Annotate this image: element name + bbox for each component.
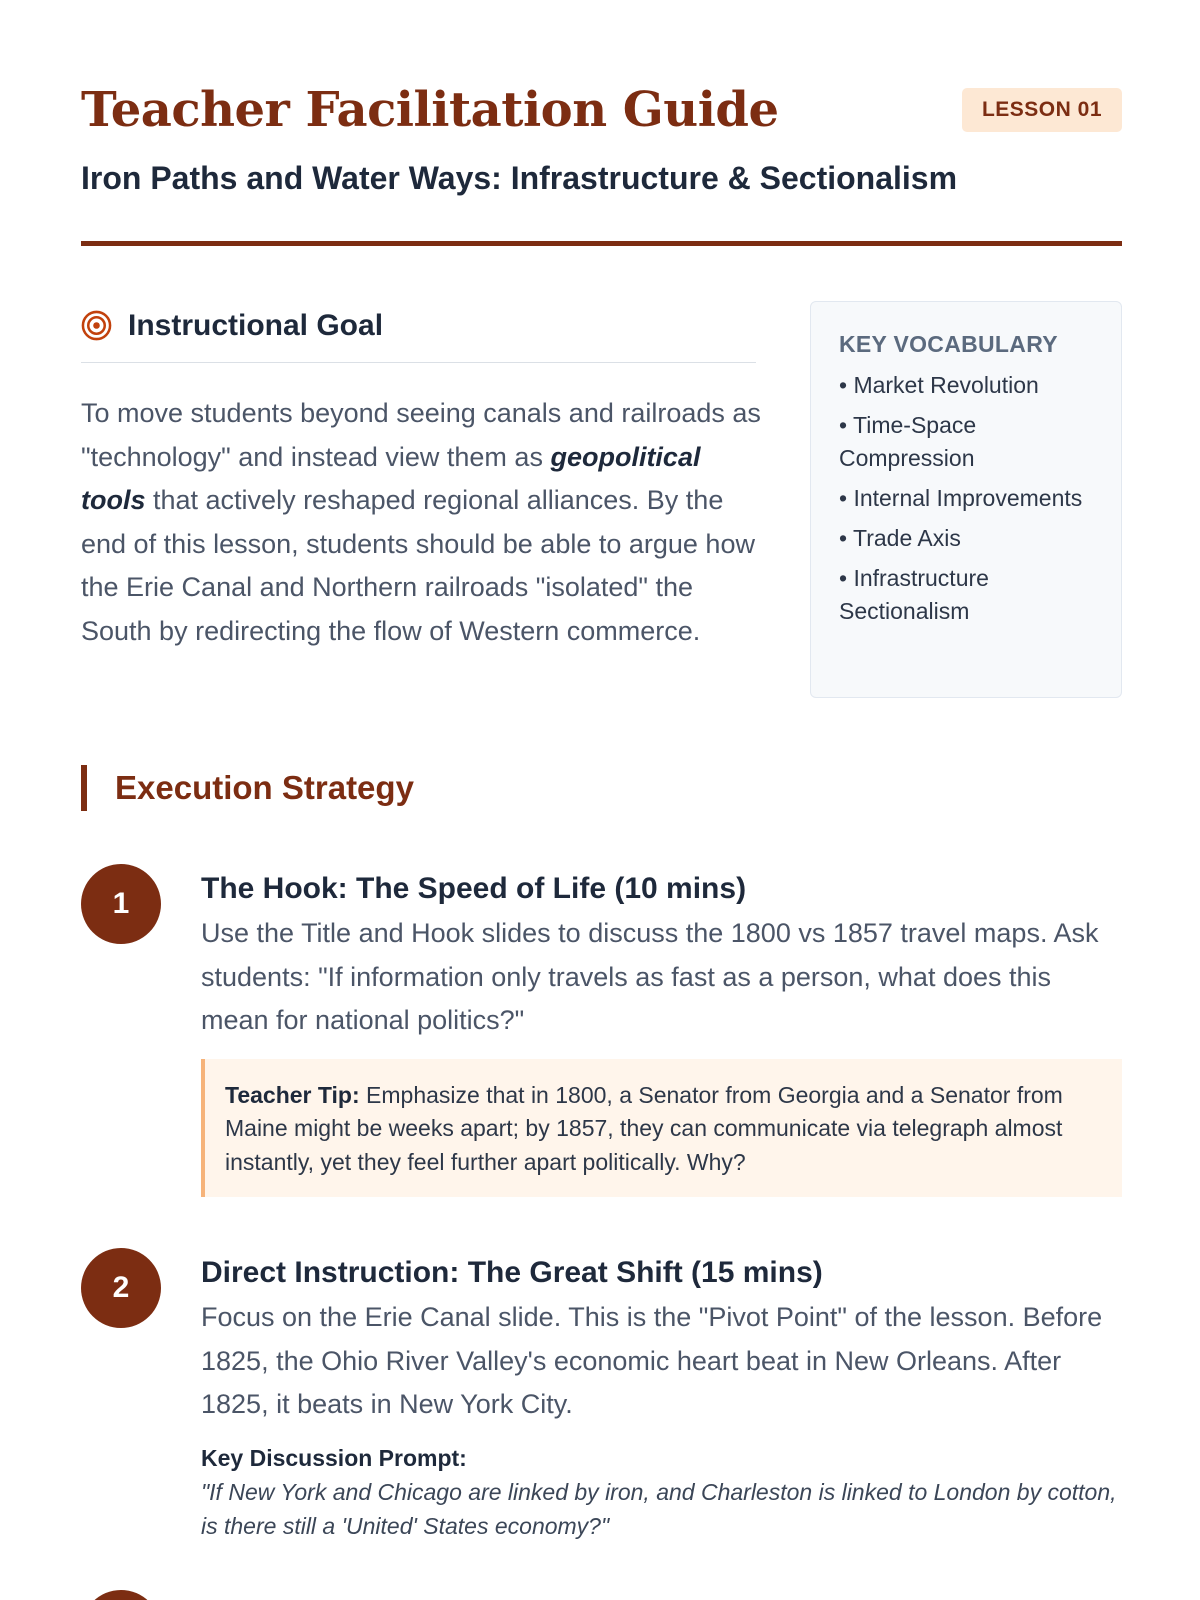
facilitation-guide-page — [81, 0, 1122, 1600]
vocabulary-card — [810, 301, 1122, 698]
goal-section-header — [81, 306, 756, 363]
lesson-badge: LESSON 01 — [962, 88, 1122, 132]
vocabulary-item: • Internal Improvements — [839, 485, 1083, 511]
execution-section-header — [81, 765, 414, 811]
vocabulary-list — [839, 369, 1093, 628]
discussion-prompt-text: "If New York and Chicago are linked by iron, and Charleston is linked to London by cotton, is there still a 'United' States economy?" — [201, 1478, 1117, 1539]
target-icon — [81, 310, 112, 341]
page-title: Teacher Facilitation Guide — [81, 82, 779, 138]
teacher-tip-callout — [201, 1059, 1122, 1198]
step-description: Use the Title and Hook slides to discuss the 1800 vs 1857 travel maps. Ask students: "If information only travels as fast as a person, what does this mean for national politics?" — [201, 918, 1099, 1035]
step-title: Direct Instruction: The Great Shift (15 mins) — [201, 1256, 823, 1289]
step-title: The Hook: The Speed of Life (10 mins) — [201, 872, 747, 905]
goal-title: Instructional Goal — [128, 309, 384, 342]
discussion-prompt-label: Key Discussion Prompt: — [201, 1444, 467, 1471]
goal-paragraph — [81, 392, 771, 653]
lesson-subtitle: Iron Paths and Water Ways: Infrastructure & Sectionalism — [81, 160, 958, 196]
vocabulary-title: KEY VOCABULARY — [839, 331, 1058, 357]
step-number-badge-partial — [81, 1590, 161, 1600]
vocabulary-item: • Infrastructure Sectionalism — [839, 565, 989, 624]
vocabulary-item: • Trade Axis — [839, 525, 961, 551]
teacher-tip-label: Teacher Tip: — [225, 1081, 360, 1108]
step-2 — [201, 1252, 1122, 1543]
header-divider — [81, 241, 1122, 246]
goal-text-emphasis: geopolitical tools — [81, 441, 701, 515]
execution-title: Execution Strategy — [115, 769, 414, 806]
goal-text-start: To move students beyond seeing canals and railroads as "technology" and instead view them as — [81, 398, 761, 472]
teacher-tip-text: Emphasize that in 1800, a Senator from Georgia and a Senator from Maine might be weeks apart; by 1857, they can communicate via telegraph almost instantly, yet they feel further apart politically. Why? — [225, 1081, 1063, 1175]
step-number-badge: 1 — [81, 864, 161, 944]
step-number-badge: 2 — [81, 1248, 161, 1328]
goal-text-end: that actively reshaped regional alliances. By the end of this lesson, students should be able to argue how the Erie Canal and Northern railroads "isolated" the South by redirecting the flow of Western commerce. — [81, 485, 755, 646]
step-1 — [201, 868, 1122, 1197]
step-description: Focus on the Erie Canal slide. This is the "Pivot Point" of the lesson. Before 1825, the Ohio River Valley's economic heart beat in New Orleans. After 1825, it beats in New York City. — [201, 1302, 1103, 1419]
vocabulary-item: • Time-Space Compression — [839, 412, 977, 471]
vocabulary-item: • Market Revolution — [839, 372, 1039, 398]
